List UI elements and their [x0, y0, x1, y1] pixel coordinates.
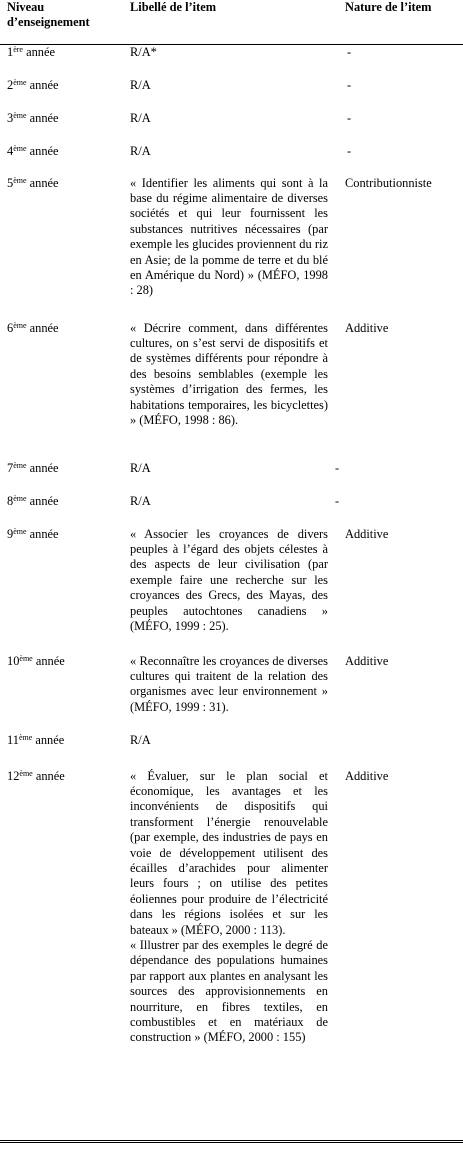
item-label-text: R/A: [130, 143, 151, 158]
item-label-text: « Reconnaître les croyances de diverses cultures qui traitent de la relation des organismes avec leur environnement » (MÉFO, 1999 : 31).: [130, 653, 328, 714]
row-item-label: [130, 494, 333, 527]
row-level: [0, 78, 130, 111]
item-label-text: R/A: [130, 460, 151, 475]
table-bottom-rule: [0, 1140, 463, 1143]
level-word: année: [32, 732, 65, 747]
row-item-label: [130, 45, 333, 78]
level-ordinal-suffix: ème: [19, 768, 33, 778]
row-item-label: [130, 78, 333, 111]
row-item-nature: Additive: [345, 320, 389, 335]
level-word: année: [26, 320, 59, 335]
table-row: [0, 78, 463, 111]
level-number: 5: [7, 175, 14, 190]
item-label-text: « Identifier les aliments qui sont à la base du régime alimentaire de diverses sociétés et qui leur fournissent les substances nutritives nécessaires (par exemple les glucides proviennent du riz en Asie; de la pomme de terre et du blé en Amérique du Nord) » (MÉFO, 1998 : 28): [130, 175, 328, 298]
table-row: [0, 494, 463, 527]
level-word: année: [22, 45, 55, 59]
level-ordinal-suffix: ème: [19, 653, 33, 663]
level-number: 4: [7, 143, 14, 158]
level-ordinal-suffix: ème: [13, 110, 27, 120]
table-row: [0, 769, 463, 1140]
table-row: [0, 144, 463, 176]
header-level-line-2: d’enseignement: [7, 15, 90, 29]
row-item-label: [130, 769, 333, 1140]
level-word: année: [26, 175, 59, 190]
row-item-nature: -: [347, 77, 352, 92]
level-ordinal-suffix: ème: [13, 143, 27, 153]
item-label-text: R/A: [130, 732, 151, 747]
level-number: 8: [7, 493, 14, 508]
table-row: [0, 654, 463, 733]
level-number: 3: [7, 110, 14, 125]
row-level: [0, 176, 130, 321]
row-item-label: [130, 176, 333, 321]
row-level: [0, 111, 130, 144]
item-label-text: R/A: [130, 493, 151, 508]
table-body: [0, 45, 463, 1140]
level-ordinal-suffix: ème: [18, 732, 33, 742]
table-row: [0, 461, 463, 494]
level-ordinal-suffix: ère: [13, 45, 23, 54]
table-row: [0, 733, 463, 769]
item-label-text: R/A*: [130, 45, 157, 59]
row-item-label: [130, 321, 333, 461]
row-level: [0, 461, 130, 494]
row-item-nature: -: [347, 45, 352, 59]
row-level: [0, 144, 130, 176]
row-item-label: [130, 527, 333, 654]
level-ordinal-suffix: ème: [13, 320, 27, 330]
row-level: [0, 769, 130, 1140]
item-label-text: R/A: [130, 110, 151, 125]
row-level: [0, 494, 130, 527]
item-label-text: R/A: [130, 77, 151, 92]
header-level: [0, 0, 130, 45]
table-row: [0, 176, 463, 321]
row-item-nature: -: [335, 460, 340, 475]
item-label-text: « Associer les croyances de divers peuples à l’égard des objets célestes à des aspects de leur civilisation (par exemple faire une recherche sur les croyances des Grecs, des Mayas, des peuples autochtones canadiens » (MÉFO, 1999 : 25).: [130, 526, 328, 633]
level-number: 10: [7, 653, 20, 668]
table-row: [0, 527, 463, 654]
level-word: année: [26, 143, 59, 158]
level-ordinal-suffix: ème: [13, 77, 27, 87]
row-item-nature: Additive: [345, 653, 389, 668]
table-row: [0, 321, 463, 461]
row-item-nature: Contributionniste: [345, 175, 432, 190]
level-word: année: [26, 526, 59, 541]
row-level: [0, 45, 130, 78]
level-ordinal-suffix: ème: [13, 460, 27, 470]
row-item-label: [130, 733, 333, 769]
header-level-line-1: Niveau: [7, 0, 45, 14]
row-item-label: [130, 111, 333, 144]
header-nature: Nature de l’item: [333, 0, 463, 45]
row-item-nature: Additive: [345, 526, 389, 541]
level-ordinal-suffix: ème: [13, 175, 27, 185]
row-item-nature: [333, 733, 463, 769]
level-number: 12: [7, 768, 20, 783]
row-item-nature: -: [347, 110, 352, 125]
level-number: 9: [7, 526, 14, 541]
row-level: [0, 321, 130, 461]
level-ordinal-suffix: ème: [13, 493, 27, 503]
level-word: année: [32, 768, 65, 783]
row-item-nature: Additive: [345, 768, 389, 783]
table-row: [0, 45, 463, 78]
level-number: 7: [7, 460, 14, 475]
item-label-text: « Décrire comment, dans différentes cultures, on s’est servi de dispositifs et de systèmes différents pour répondre à des besoins semblables (exemple les systèmes d’irrigation des fermes, les habitations temporaires, les bicyclettes) » (MÉFO, 1998 : 86).: [130, 320, 328, 427]
row-level: [0, 733, 130, 769]
row-item-label: [130, 461, 333, 494]
level-word: année: [26, 493, 59, 508]
table-header-row: [0, 0, 463, 45]
level-number: 6: [7, 320, 14, 335]
level-word: année: [32, 653, 65, 668]
row-item-nature: -: [335, 493, 340, 508]
level-word: année: [26, 460, 59, 475]
row-level: [0, 654, 130, 733]
level-number: 1: [7, 45, 14, 59]
level-number: 2: [7, 77, 14, 92]
level-number: 11: [7, 732, 19, 747]
row-item-nature: -: [347, 143, 352, 158]
item-label-text: « Évaluer, sur le plan social et économique, les avantages et les inconvénients de dispositifs qui transforment l’énergie renouvelable (par exemple, des industries de pays en voie de développement utilisent des écailles d’arachides pour alimenter leurs fours ; on utilise des petites éoliennes pour produire de l’électricité dans les régions isolées et sur les bateaux » (MÉFO, 2000 : 113).: [130, 768, 328, 937]
level-word: année: [26, 110, 59, 125]
table-row: [0, 111, 463, 144]
row-item-label: [130, 144, 333, 176]
level-ordinal-suffix: ème: [13, 526, 27, 536]
level-word: année: [26, 77, 59, 92]
item-label-text: « Illustrer par des exemples le degré de dépendance des populations humaines par rapport aux plantes en analysant les sources des approvisionnements en nourriture, en fibres textiles, en combustibles et en matériaux de construction » (MÉFO, 2000 : 155): [130, 937, 328, 1045]
header-label: Libellé de l’item: [130, 0, 333, 45]
row-item-label: [130, 654, 333, 733]
row-level: [0, 527, 130, 654]
